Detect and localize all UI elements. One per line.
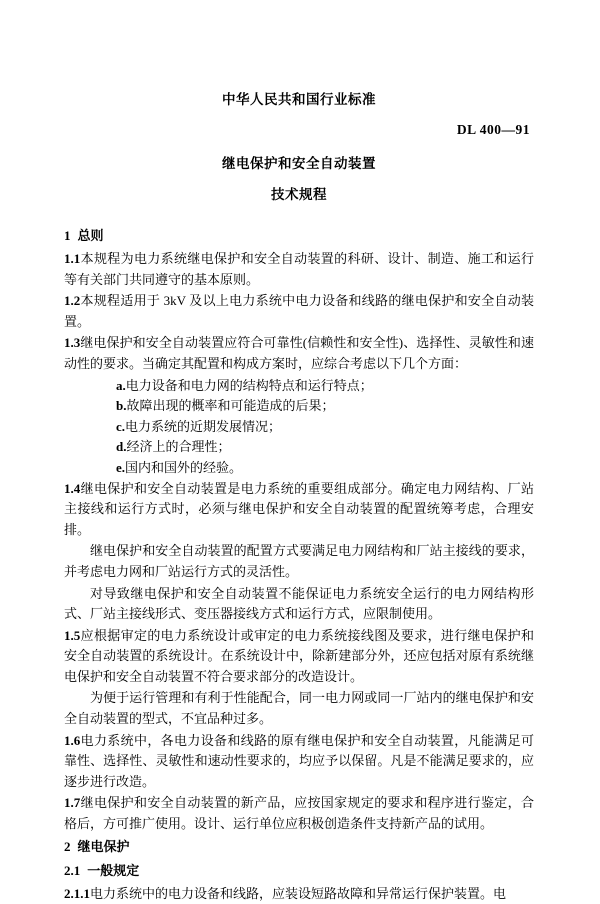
paragraph-text: 继电保护和安全自动装置是电力系统的重要组成部分。确定电力网结构、厂站主接线和运行方式时，必须与继电保护和安全自动装置的配置统筹考虑，合理安排。 [64, 480, 534, 537]
section-title: 总则 [77, 228, 104, 243]
paragraph-text: 继电保护和安全自动装置的新产品，应按国家规定的要求和程序进行鉴定，合格后，方可推广使用。设计、运行单位应积极创造条件支持新产品的试用。 [64, 795, 534, 832]
paragraph-1-3 [64, 333, 534, 374]
paragraph-number: 2.1.1 [64, 885, 90, 901]
section-number: 2 [64, 838, 71, 854]
list-text: 国内和国外的经验。 [125, 459, 243, 475]
document-subtitle-secondary: 技术规程 [271, 187, 327, 202]
paragraph-2-1-1 [64, 884, 534, 904]
list-marker: d. [116, 439, 127, 455]
paragraph-text: 电力系统中的电力设备和线路，应装设短路故障和异常运行保护装置。电 [90, 885, 507, 901]
paragraph-number: 1.6 [64, 732, 81, 748]
paragraph-1-1 [64, 249, 534, 290]
list-marker: a. [116, 377, 126, 393]
document-subtitle: 继电保护和安全自动装置 [222, 156, 376, 171]
paragraph-number: 1.7 [64, 795, 81, 811]
section-heading-2-1 [64, 860, 534, 879]
list-text: 经济上的合理性； [126, 439, 231, 455]
paragraph-1-4 [64, 479, 534, 541]
list-item [64, 458, 534, 479]
list-marker: c. [116, 418, 126, 434]
section-title: 继电保护 [77, 838, 130, 854]
paragraph-number: 1.3 [64, 335, 81, 351]
paragraph-number: 1.2 [64, 293, 81, 309]
paragraph-text: 电力系统中，各电力设备和线路的原有继电保护和安全自动装置，凡能满足可靠性、选择性、灵敏性和速动性要求的，均应予以保留。凡是不能满足要求的，应逐步进行改造。 [64, 732, 534, 789]
section-heading-1 [64, 225, 534, 244]
list-item [64, 417, 534, 438]
paragraph-text: 继电保护和安全自动装置应符合可靠性(信赖性和安全性)、选择性、灵敏性和速动性的要求。当确定其配置和构成方案时，应综合考虑以下几个方面： [64, 335, 534, 371]
paragraph-1-6 [64, 731, 534, 793]
document-title: 中华人民共和国行业标准 [222, 92, 376, 107]
paragraph-1-2 [64, 291, 534, 332]
list-item [64, 437, 534, 458]
list-marker: b. [116, 398, 127, 414]
paragraph-1-5 [64, 626, 534, 688]
list-text: 故障出现的概率和可能造成的后果； [126, 398, 335, 414]
paragraph-number: 1.1 [64, 251, 81, 266]
paragraph-1-5-b: 为便于运行管理和有利于性能配合，同一电力网或同一厂站内的继电保护和安全自动装置的型式，不宜品种过多。 [64, 690, 534, 727]
list-marker: e. [116, 459, 126, 475]
paragraph-1-7 [64, 793, 534, 834]
paragraph-number: 1.5 [64, 627, 81, 643]
paragraph-text: 本规程适用于 3kV 及以上电力系统中电力设备和线路的继电保护和安全自动装置。 [64, 293, 534, 329]
paragraph-1-4-b: 继电保护和安全自动装置的配置方式要满足电力网结构和厂站主接线的要求，并考虑电力网和厂站运行方式的灵活性。 [64, 543, 534, 579]
standard-code: DL 400—91 [456, 122, 530, 137]
list-item [64, 376, 534, 397]
section-number: 2.1 [64, 862, 81, 878]
section-number: 1 [64, 228, 71, 243]
paragraph-number: 1.4 [64, 480, 81, 496]
list-item [64, 396, 534, 417]
paragraph-text: 应根据审定的电力系统设计或审定的电力系统接线图及要求，进行继电保护和安全自动装置的系统设计。在系统设计中，除新建部分外，还应包括对原有系统继电保护和安全自动装置不符合要求部分的改造设计。 [64, 627, 534, 684]
list-text: 电力系统的近期发展情况； [125, 418, 282, 434]
section-title: 一般规定 [87, 862, 140, 878]
paragraph-1-4-c: 对导致继电保护和安全自动装置不能保证电力系统安全运行的电力网结构形式、厂站主接线形式、变压器接线方式和运行方式，应限制使用。 [64, 585, 534, 622]
list-text: 电力设备和电力网的结构特点和运行特点； [125, 377, 373, 393]
section-heading-2 [64, 836, 534, 855]
paragraph-text: 本规程为电力系统继电保护和安全自动装置的科研、设计、制造、施工和运行等有关部门共同遵守的基本原则。 [64, 251, 534, 287]
